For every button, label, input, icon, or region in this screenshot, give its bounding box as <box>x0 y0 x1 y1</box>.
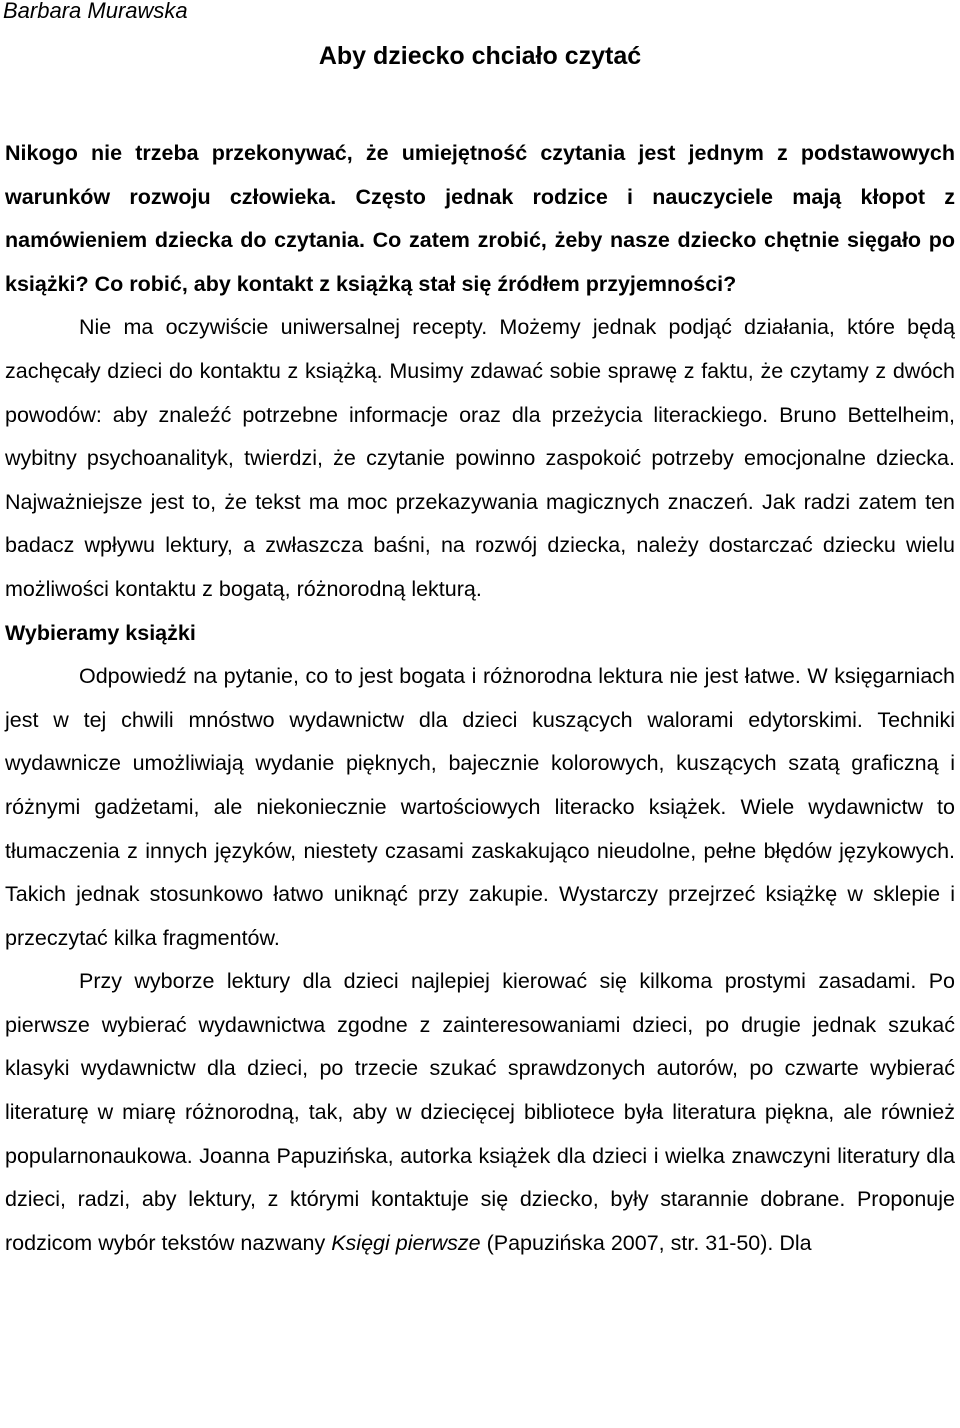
book-title-italic: Księgi pierwsze <box>331 1230 481 1255</box>
paragraph-3-text-end: (Papuzińska 2007, str. 31-50). Dla <box>480 1230 812 1255</box>
article-title: Aby dziecko chciało czytać <box>318 42 642 70</box>
intro-paragraph: Nikogo nie trzeba przekonywać, że umiejętność czytania jest jednym z podstawowych warunków rozwoju człowieka. Często jednak rodzice i nauczyciele mają kłopot z namówieniem dziecka do czytania. Co zatem zrobić, żeby nasze dziecko chętnie sięgało po książki? Co robić, aby kontakt z książką stał się źródłem przyjemności? <box>5 141 955 296</box>
paragraph-2: Odpowiedź na pytanie, co to jest bogata i różnorodna lektura nie jest łatwe. W księgarniach jest w tej chwili mnóstwo wydawnictw dla dzieci kuszących walorami edytorskimi. Techniki wydawnicze umożliwiają wydanie pięknych, bajecznie kolorowych, kuszących szatą graficzną i różnymi gadżetami, ale niekoniecznie wartościowych literacko książek. Wiele wydawnictw to tłumaczenia z innych języków, niestety czasami zaskakująco nieudolne, pełne błędów językowych. Takich jednak stosunkowo łatwo uniknąć przy zakupie. Wystarczy przejrzeć książkę w sklepie i przeczytać kilka fragmentów. <box>5 664 955 950</box>
paragraph-1: Nie ma oczywiście uniwersalnej recepty. Możemy jednak podjąć działania, które będą zachęcały dzieci do kontaktu z książką. Musimy zdawać sobie sprawę z faktu, że czytamy z dwóch powodów: aby znaleźć potrzebne informacje oraz dla przeżycia literackiego. Bruno Bettelheim, wybitny psychoanalityk, twierdzi, że czytanie powinno zaspokoić potrzeby emocjonalne dziecka. Najważniejsze jest to, że tekst ma moc przekazywania magicznych znaczeń. Jak radzi zatem ten badacz wpływu lektury, a zwłaszcza baśni, na rozwój dziecka, należy dostarczać dziecku wielu możliwości kontaktu z bogatą, różnorodną lekturą. <box>5 315 955 601</box>
section-heading: Wybieramy książki <box>5 620 196 645</box>
paragraph-3-text: Przy wyborze lektury dla dzieci najlepiej kierować się kilkoma prostymi zasadami. Po pierwsze wybierać wydawnictwa zgodne z zainteresowaniami dzieci, po drugie jednak szukać klasyki wydawnictw dla dzieci, po trzecie szukać sprawdzonych autorów, po czwarte wybierać literaturę w miarę różnorodną, tak, aby w dziecięcej bibliotece była literatura piękna, ale również popularnonaukowa. Joanna Papuzińska, autorka książek dla dzieci i wielka znawczyni literatury dla dzieci, radzi, aby lektury, z którymi kontaktuje się dziecko, były starannie dobrane. Proponuje rodzicom wybór tekstów nazwany <box>5 969 955 1255</box>
paragraph-3 <box>5 960 955 1265</box>
author-name: Barbara Murawska <box>3 0 188 23</box>
article-body <box>5 132 955 1265</box>
